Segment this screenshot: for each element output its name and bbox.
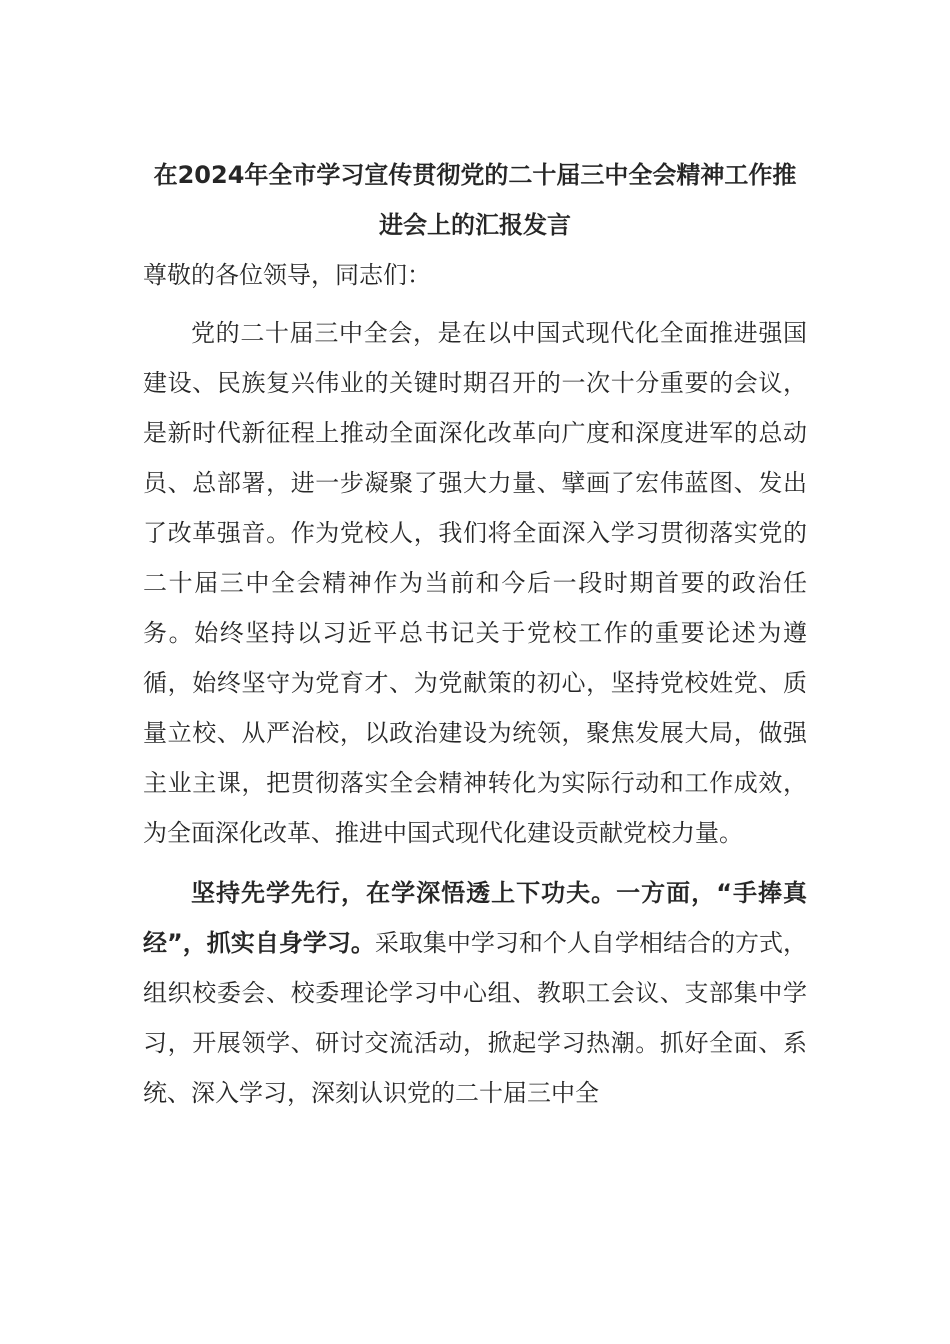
paragraph-study [143,868,807,1118]
paragraph-study-heading: 坚持先学先行，在学深悟透上下功夫。一方面，“手捧真经”，抓实自身学习。 [143,879,807,957]
paragraph-intro: 党的二十届三中全会，是在以中国式现代化全面推进强国建设、民族复兴伟业的关键时期召开的一次十分重要的会议，是新时代新征程上推动全面深化改革向广度和深度进军的总动员、总部署，进一步凝聚了强大力量、擘画了宏伟蓝图、发出了改革强音。作为党校人，我们将全面深入学习贯彻落实党的二十届三中全会精神作为当前和今后一段时期首要的政治任务。始终坚持以习近平总书记关于党校工作的重要论述为遵循，始终坚守为党育才、为党献策的初心，坚持党校姓党、质量立校、从严治校，以政治建设为统领，聚焦发展大局，做强主业主课，把贯彻落实全会精神转化为实际行动和工作成效，为全面深化改革、推进中国式现代化建设贡献党校力量。 [143,319,807,847]
document-title: 在2024年全市学习宣传贯彻党的二十届三中全会精神工作推进会上的汇报发言 [153,161,797,239]
paragraph-study-body: 采取集中学习和个人自学相结合的方式，组织校委会、校委理论学习中心组、教职工会议、支部集中学习，开展领学、研讨交流活动，掀起学习热潮。抓好全面、系统、深入学习，深刻认识党的二十届三中全 [143,929,807,1107]
document-body [143,150,807,1118]
salutation: 尊敬的各位领导，同志们： [143,261,431,289]
